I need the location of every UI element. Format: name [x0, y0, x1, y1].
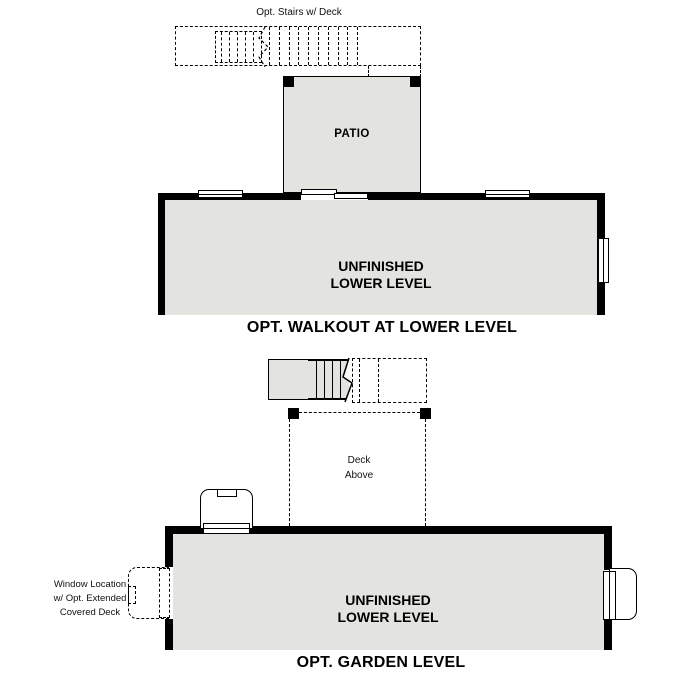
garden-window-top [203, 523, 250, 534]
patio-post-right [410, 76, 421, 87]
tread-line [318, 27, 319, 65]
window-location-note: Window Location w/ Opt. Extended Covered Deck [53, 579, 127, 618]
garden-window-right [603, 571, 616, 620]
stairs-dashed-tread-1 [359, 359, 360, 402]
walkout-caption: OPT. WALKOUT AT LOWER LEVEL [246, 319, 518, 336]
tread-line [253, 32, 254, 62]
walkout-left-wall [158, 193, 165, 315]
window-well-left-step-dashed [128, 586, 136, 604]
deck-post-left [288, 408, 299, 419]
stairs-dashed-continuation [352, 358, 427, 403]
deck-above-label: Deck Above [344, 455, 374, 481]
deck-above-top-edge [299, 412, 420, 413]
tread-line [324, 361, 325, 398]
tread-line [289, 27, 290, 65]
stairs-upper-treads [215, 32, 262, 62]
garden-window-left-dashed [159, 568, 170, 618]
tread-line [279, 27, 280, 65]
garden-right-wall-upper [604, 526, 612, 570]
tread-line [332, 361, 333, 398]
patio-post-left [283, 76, 294, 87]
tread-line [357, 27, 358, 65]
opt-stairs-deck-label: Opt. Stairs w/ Deck [256, 7, 342, 18]
garden-left-wall-lower [165, 619, 173, 650]
deck-treads-dashed [266, 27, 367, 65]
deck-above-right-edge [425, 419, 426, 526]
window-top-right [485, 190, 530, 198]
tread-line [308, 27, 309, 65]
stairs-dashed-tread-2 [378, 359, 379, 402]
tread-line [221, 32, 222, 62]
window-right-wall [598, 238, 609, 283]
deck-post-right [420, 408, 431, 419]
tread-line [347, 27, 348, 65]
garden-caption: OPT. GARDEN LEVEL [296, 654, 466, 671]
tread-line [316, 361, 317, 398]
garden-left-wall-upper [165, 526, 173, 567]
tread-line [245, 32, 246, 62]
tread-line [338, 27, 339, 65]
sliding-door-panel-left [301, 189, 337, 195]
tread-line [269, 27, 270, 65]
garden-room-label: UNFINISHED LOWER LEVEL [337, 592, 439, 625]
deck-above-left-edge [289, 419, 290, 526]
sliding-door-panel-right [334, 193, 368, 199]
garden-right-wall-lower [604, 620, 612, 650]
window-top-left [198, 190, 243, 198]
walkout-room-label: UNFINISHED LOWER LEVEL [330, 258, 432, 291]
window-well-top-step [217, 489, 237, 497]
tread-line [298, 27, 299, 65]
tread-line [229, 32, 230, 62]
patio-label: PATIO [334, 128, 370, 140]
stairs-landing [268, 359, 309, 400]
tread-line [328, 27, 329, 65]
tread-line [237, 32, 238, 62]
